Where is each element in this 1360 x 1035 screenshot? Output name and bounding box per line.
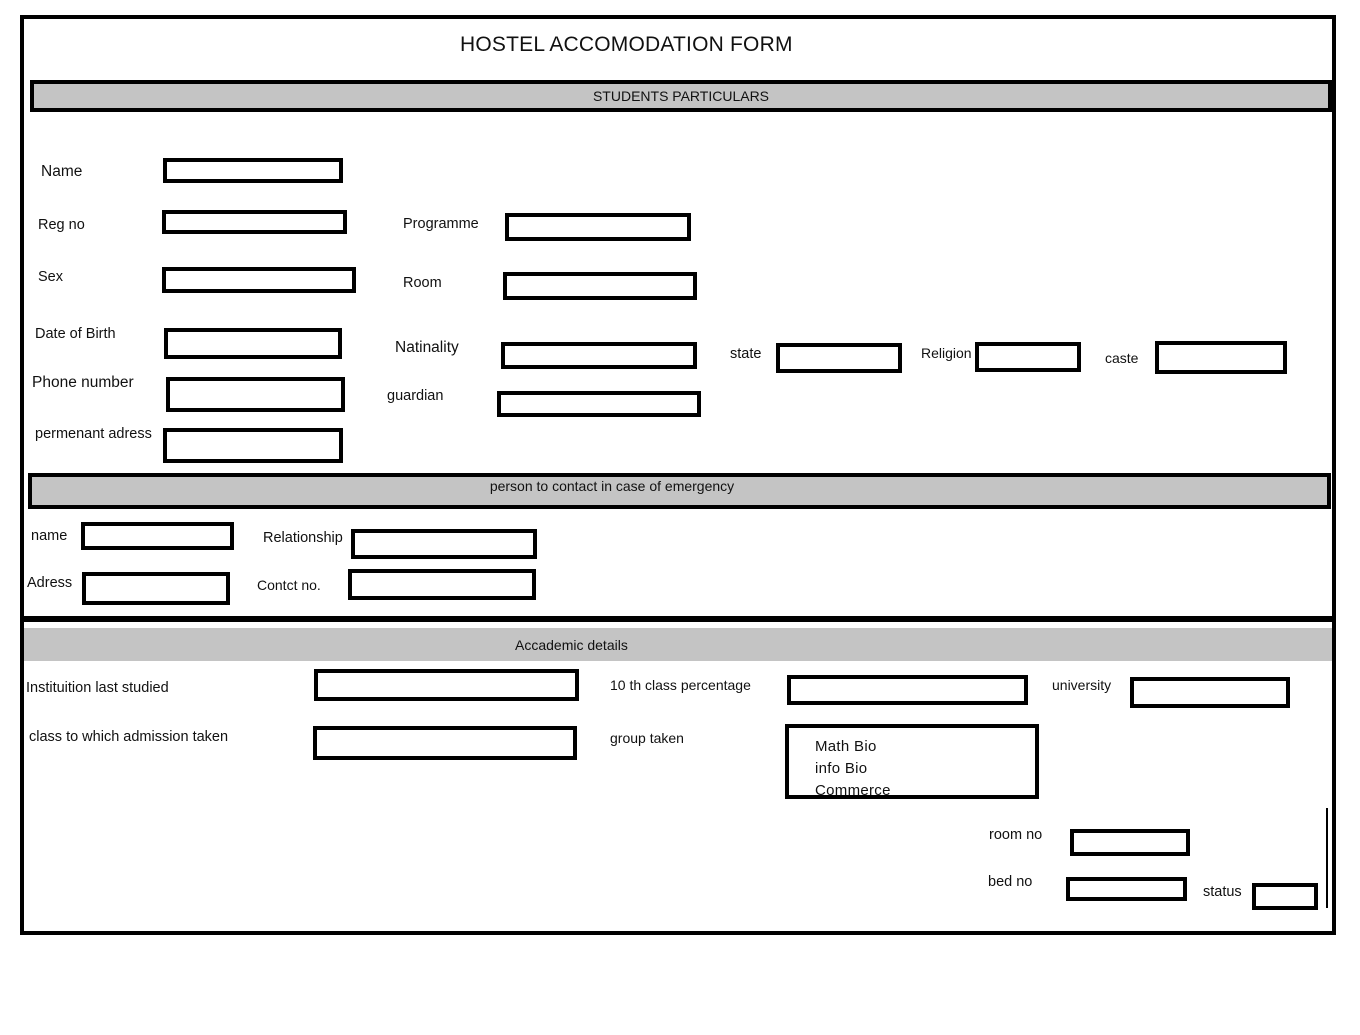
admission-class-label: class to which admission taken [29, 729, 229, 745]
status-label: status [1203, 884, 1242, 900]
institution-field[interactable] [314, 669, 579, 701]
tenth-percentage-label: 10 th class percentage [610, 677, 751, 693]
sex-field[interactable] [162, 267, 356, 293]
room-field[interactable] [503, 272, 697, 300]
room-no-label: room no [989, 827, 1043, 843]
group-option[interactable]: Math Bio [815, 738, 877, 755]
reg-no-label: Reg no [38, 217, 85, 233]
name-field[interactable] [163, 158, 343, 183]
dob-field[interactable] [164, 328, 342, 359]
group-option[interactable]: info Bio [815, 760, 868, 777]
religion-field[interactable] [975, 342, 1081, 372]
tenth-percentage-field[interactable] [787, 675, 1028, 705]
phone-field[interactable] [166, 377, 345, 412]
reg-no-field[interactable] [162, 210, 347, 234]
emergency-name-field[interactable] [81, 522, 234, 550]
group-option[interactable]: Commerce [815, 782, 891, 799]
relationship-field[interactable] [351, 529, 537, 559]
religion-label: Religion [921, 345, 972, 361]
bed-no-field[interactable] [1066, 877, 1187, 901]
university-label: university [1052, 677, 1112, 693]
phone-label: Phone number [32, 374, 134, 391]
nationality-label: Natinality [395, 339, 459, 356]
caste-label: caste [1105, 350, 1139, 366]
state-field[interactable] [776, 343, 902, 373]
state-label: state [730, 346, 762, 362]
emergency-name-label: name [31, 528, 68, 544]
section-header-students [30, 80, 1332, 112]
sex-label: Sex [38, 269, 63, 285]
section-academic-label: Accademic details [515, 636, 628, 653]
section-header-academic [24, 628, 1332, 661]
frame-inner-line [1326, 808, 1328, 908]
room-no-field[interactable] [1070, 829, 1190, 856]
form-title: HOSTEL ACCOMODATION FORM [460, 33, 793, 56]
section-students-label: STUDENTS PARTICULARS [592, 88, 770, 104]
admission-class-field[interactable] [313, 726, 577, 760]
guardian-field[interactable] [497, 391, 701, 417]
emergency-address-field[interactable] [82, 572, 230, 605]
guardian-label: guardian [387, 388, 444, 404]
institution-label: Instituition last studied [26, 680, 169, 696]
bed-no-label: bed no [988, 874, 1033, 890]
programme-field[interactable] [505, 213, 691, 241]
frame-gap [1328, 798, 1332, 908]
section-emergency-label: person to contact in case of emergency [489, 478, 735, 494]
name-label: Name [41, 163, 83, 180]
contact-field[interactable] [348, 569, 536, 600]
status-field[interactable] [1252, 883, 1318, 910]
dob-label: Date of Birth [35, 326, 116, 342]
university-field[interactable] [1130, 677, 1290, 708]
relationship-label: Relationship [263, 530, 343, 546]
contact-label: Contct no. [257, 577, 321, 593]
section-divider [22, 616, 1334, 622]
caste-field[interactable] [1155, 341, 1287, 374]
section-header-emergency [28, 473, 1331, 509]
nationality-field[interactable] [501, 342, 697, 369]
address-label: permenant adress [35, 426, 152, 442]
address-field[interactable] [163, 428, 343, 463]
group-taken-label: group taken [610, 730, 684, 746]
room-label: Room [403, 275, 442, 291]
group-taken-list[interactable] [785, 724, 1039, 799]
emergency-address-label: Adress [27, 575, 73, 591]
programme-label: Programme [403, 216, 479, 232]
